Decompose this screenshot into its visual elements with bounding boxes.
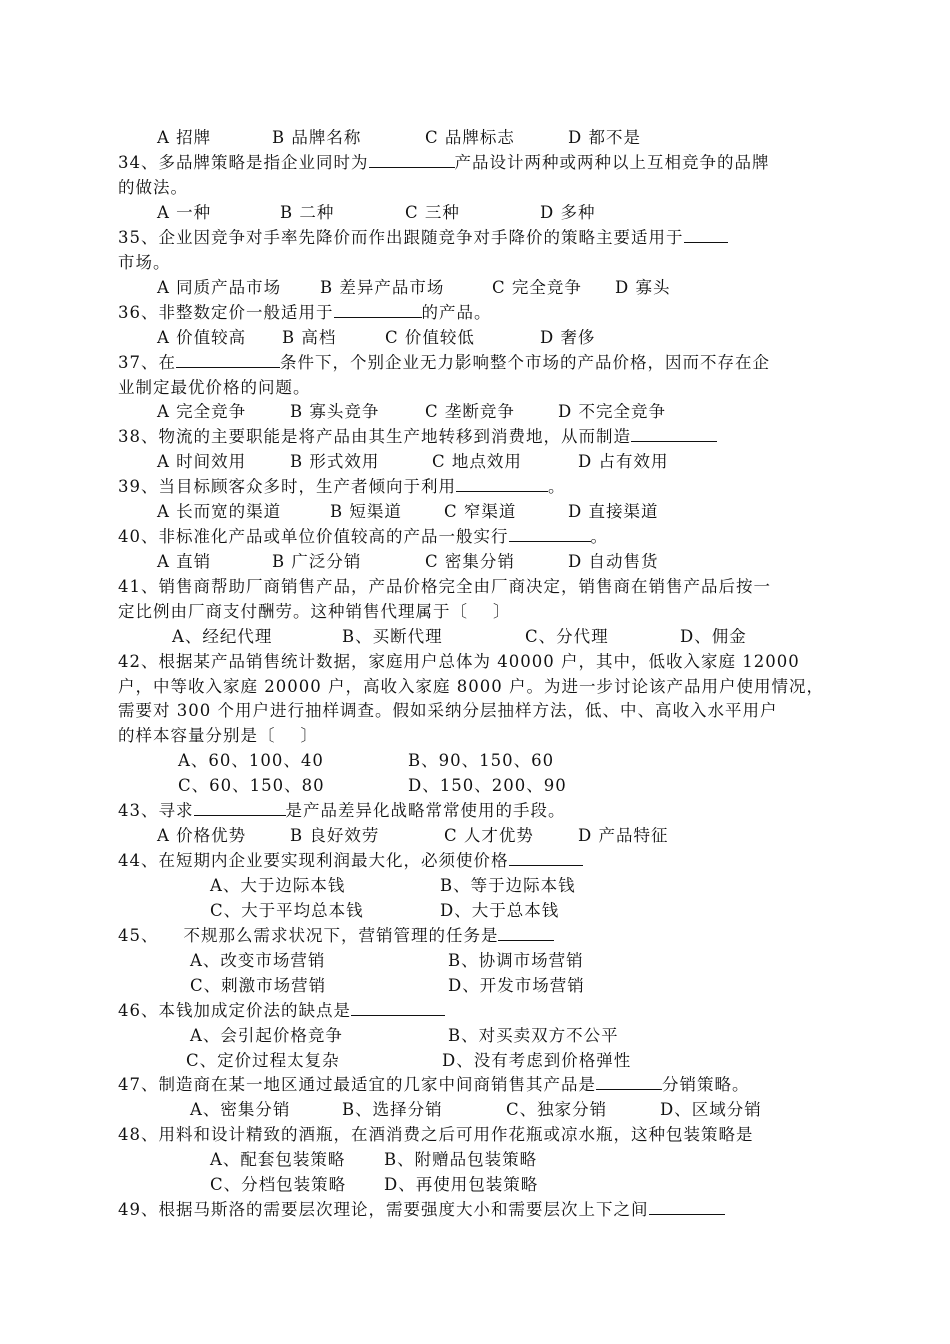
q41-option-a: A、经纪代理: [172, 627, 273, 646]
question-47: 47、制造商在某一地区通过最适宜的几家中间商销售其产品是 分销策略。: [118, 1075, 750, 1094]
question-46: 46、本钱加成定价法的缺点是: [118, 999, 445, 1023]
answer-blank: [649, 1198, 725, 1215]
q44-option-a: A、大于边际本钱: [210, 876, 346, 895]
q48-option-d: D、再使用包装策略: [384, 1175, 539, 1194]
q41-option-c: C、分代理: [525, 627, 609, 646]
q47-option-a: A、密集分销: [190, 1100, 291, 1119]
answer-blank: [631, 425, 717, 442]
q39-option-a: A 长而宽的渠道: [157, 502, 282, 521]
question-34: 34、多品牌策略是指企业同时为 产品设计两种或两种以上互相竞争的品牌: [118, 153, 770, 172]
q44-option-c: C、大于平均总本钱: [210, 901, 364, 920]
q39-option-d: D 直接渠道: [568, 502, 659, 521]
q36-option-a: A 价值较高: [157, 328, 247, 347]
question-43: 43、寻求 是产品差异化战略常常使用的手段。: [118, 801, 566, 820]
q37-option-a: A 完全竞争: [157, 402, 247, 421]
answer-blank: [351, 999, 445, 1016]
question-41-cont: 定比例由厂商支付酬劳。这种销售代理属于〔 〕: [118, 602, 511, 621]
q47-option-b: B、选择分销: [342, 1100, 443, 1119]
question-35-cont: 市场。: [118, 253, 171, 272]
q39-option-c: C 窄渠道: [444, 502, 517, 521]
q38-option-d: D 占有效用: [578, 452, 669, 471]
q45-option-b: B、协调市场营销: [448, 951, 584, 970]
question-35: 35、企业因竞争对手率先降价而作出跟随竞争对手降价的策略主要适用于: [118, 226, 728, 250]
question-37-cont: 业制定最优价格的问题。: [118, 378, 311, 397]
q46-option-d: D、没有考虑到价格弹性: [442, 1051, 632, 1070]
question-49: 49、根据马斯洛的需要层次理论，需要强度大小和需要层次上下之间: [118, 1198, 725, 1222]
answer-blank: [456, 475, 548, 492]
question-34-cont: 的做法。: [118, 178, 188, 197]
q46-option-c: C、定价过程太复杂: [186, 1051, 340, 1070]
q45-option-d: D、开发市场营销: [448, 976, 585, 995]
q43-option-b: B 良好效劳: [290, 826, 380, 845]
q37-option-d: D 不完全竞争: [558, 402, 666, 421]
q48-option-a: A、配套包装策略: [210, 1150, 346, 1169]
answer-blank: [509, 849, 583, 866]
q36-option-b: B 高档: [282, 328, 337, 347]
question-45: 45、 不规那么需求状况下，营销管理的任务是: [118, 924, 554, 948]
q45-option-c: C、刺激市场营销: [190, 976, 327, 995]
q37-option-b: B 寡头竞争: [290, 402, 380, 421]
answer-blank: [176, 351, 280, 368]
q34-option-d: D 多种: [540, 203, 596, 222]
question-37: 37、在 条件下，个别企业无力影响整个市场的产品价格，因而不存在企: [118, 353, 770, 372]
question-48: 48、用料和设计精致的酒瓶，在酒消费之后可用作花瓶或凉水瓶，这种包装策略是: [118, 1125, 754, 1144]
q46-option-a: A、会引起价格竞争: [190, 1026, 343, 1045]
q33-option-a: A 招牌: [157, 128, 212, 147]
q33-option-c: C 品牌标志: [425, 128, 515, 147]
q36-option-d: D 奢侈: [540, 328, 596, 347]
q43-option-d: D 产品特征: [578, 826, 669, 845]
q45-option-a: A、改变市场营销: [190, 951, 326, 970]
question-42-line4: 的样本容量分别是〔 〕: [118, 726, 318, 745]
question-42-line3: 需要对 300 个用户进行抽样调查。假如采纳分层抽样方法，低、中、高收入水平用户: [118, 701, 778, 720]
answer-blank: [369, 151, 455, 168]
q47-option-d: D、区域分销: [660, 1100, 762, 1119]
question-44: 44、在短期内企业要实现利润最大化，必须使价格: [118, 849, 583, 873]
q48-option-c: C、分档包装策略: [210, 1175, 347, 1194]
answer-blank: [498, 924, 554, 941]
q38-option-c: C 地点效用: [432, 452, 522, 471]
q34-option-b: B 二种: [280, 203, 335, 222]
answer-blank: [194, 799, 286, 816]
question-41: 41、销售商帮助厂商销售产品，产品价格完全由厂商决定，销售商在销售产品后按一: [118, 577, 771, 596]
q36-option-c: C 价值较低: [385, 328, 475, 347]
question-38: 38、物流的主要职能是将产品由其生产地转移到消费地，从而制造: [118, 425, 717, 449]
q38-option-b: B 形式效用: [290, 452, 380, 471]
q35-option-b: B 差异产品市场: [320, 278, 445, 297]
q37-option-c: C 垄断竞争: [425, 402, 515, 421]
q34-option-c: C 三种: [405, 203, 460, 222]
q33-option-d: D 都不是: [568, 128, 641, 147]
q35-option-a: A 同质产品市场: [157, 278, 282, 297]
answer-blank: [684, 226, 728, 243]
answer-blank: [334, 301, 422, 318]
q42-option-b: B、90、150、60: [408, 751, 555, 770]
q41-option-d: D、佣金: [680, 627, 747, 646]
q42-option-c: C、60、150、80: [178, 776, 325, 795]
q42-option-a: A、60、100、40: [178, 751, 324, 770]
q35-option-d: D 寡头: [615, 278, 671, 297]
q44-option-d: D、大于总本钱: [440, 901, 560, 920]
q35-option-c: C 完全竞争: [492, 278, 582, 297]
q40-option-d: D 自动售货: [568, 552, 659, 571]
question-42: 42、根据某产品销售统计数据，家庭用户总体为 40000 户，其中，低收入家庭 12000: [118, 652, 800, 671]
q34-option-a: A 一种: [157, 203, 212, 222]
q46-option-b: B、对买卖双方不公平: [448, 1026, 619, 1045]
question-42-line2: 户，中等收入家庭 20000 户，高收入家庭 8000 户。为进一步讨论该产品用户使用情况，: [118, 677, 824, 696]
answer-blank: [596, 1073, 662, 1090]
q43-option-c: C 人才优势: [444, 826, 534, 845]
q47-option-c: C、独家分销: [506, 1100, 608, 1119]
question-39: 39、当目标顾客众多时，生产者倾向于利用 。: [118, 477, 566, 496]
q41-option-b: B、买断代理: [342, 627, 443, 646]
q44-option-b: B、等于边际本钱: [440, 876, 576, 895]
q40-option-c: C 密集分销: [425, 552, 515, 571]
question-36: 36、非整数定价一般适用于 的产品。: [118, 303, 492, 322]
q43-option-a: A 价格优势: [157, 826, 247, 845]
q40-option-a: A 直销: [157, 552, 212, 571]
q40-option-b: B 广泛分销: [272, 552, 362, 571]
q42-option-d: D、150、200、90: [408, 776, 567, 795]
q38-option-a: A 时间效用: [157, 452, 247, 471]
q33-option-b: B 品牌名称: [272, 128, 362, 147]
question-40: 40、非标准化产品或单位价值较高的产品一般实行 。: [118, 527, 608, 546]
answer-blank: [509, 525, 591, 542]
q39-option-b: B 短渠道: [330, 502, 402, 521]
q48-option-b: B、附赠品包装策略: [384, 1150, 538, 1169]
